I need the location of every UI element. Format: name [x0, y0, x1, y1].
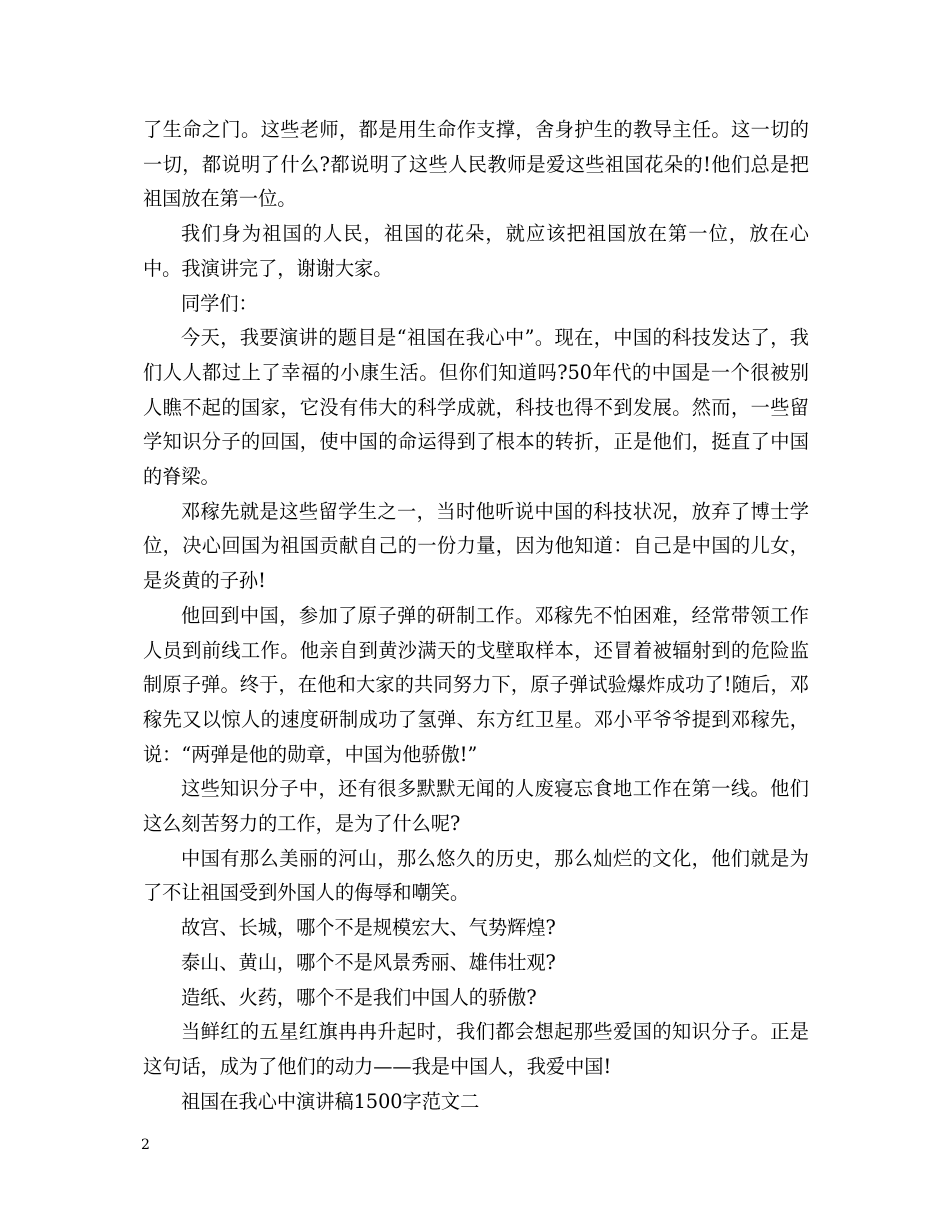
body-text	[143, 113, 809, 1119]
page-number: 2	[141, 1137, 150, 1153]
paragraph-10: 泰山、黄山，哪个不是风景秀丽、雄伟壮观?	[181, 950, 556, 974]
paragraph-2: 我们身为祖国的人民，祖国的花朵，就应该把祖国放在第一位，放在心中。我演讲完了，谢谢大家。	[143, 222, 809, 280]
paragraph-9: 故宫、长城，哪个不是规模宏大、气势辉煌?	[181, 916, 556, 940]
section-heading: 祖国在我心中演讲稿1500字范文二	[181, 1089, 480, 1113]
paragraph-11: 造纸、火药，哪个不是我们中国人的骄傲?	[181, 985, 537, 1009]
paragraph-4: 今天，我要演讲的题目是“祖国在我心中”。现在，中国的科技发达了，我们人人都过上了幸福的小康生活。但你们知道吗?50年代的中国是一个很被别人瞧不起的国家，它没有伟大的科学成就，科技也得不到发展。然而，一些留学知识分子的回国，使中国的命运得到了根本的转折，正是他们，挺直了中国的脊梁。	[143, 326, 809, 489]
paragraph-7: 这些知识分子中，还有很多默默无闻的人废寝忘食地工作在第一线。他们这么刻苦努力的工作，是为了什么呢?	[143, 777, 809, 836]
paragraph-1: 了生命之门。这些老师，都是用生命作支撑，舍身护生的教导主任。这一切的一切，都说明了什么?都说明了这些人民教师是爱这些祖国花朵的!他们总是把祖国放在第一位。	[143, 118, 809, 211]
paragraph-6: 他回到中国，参加了原子弹的研制工作。邓稼先不怕困难，经常带领工作人员到前线工作。他亲自到黄沙满天的戈壁取样本，还冒着被辐射到的危险监制原子弹。终于，在他和大家的共同努力下，原子弹试验爆炸成功了!随后，邓稼先又以惊人的速度研制成功了氢弹、东方红卫星。邓小平爷爷提到邓稼先，说：“两弹是他的勋章，中国为他骄傲!”	[143, 603, 809, 766]
paragraph-8: 中国有那么美丽的河山，那么悠久的历史，那么灿烂的文化，他们就是为了不让祖国受到外国人的侮辱和嘲笑。	[143, 846, 809, 905]
paragraph-12: 当鲜红的五星红旗冉冉升起时，我们都会想起那些爱国的知识分子。正是这句话，成为了他们的动力——我是中国人，我爱中国!	[143, 1020, 809, 1078]
paragraph-5: 邓稼先就是这些留学生之一，当时他听说中国的科技状况，放弃了博士学位，决心回国为祖国贡献自己的一份力量，因为他知道：自己是中国的儿女，是炎黄的子孙!	[143, 499, 809, 593]
paragraph-3: 同学们：	[181, 291, 258, 315]
